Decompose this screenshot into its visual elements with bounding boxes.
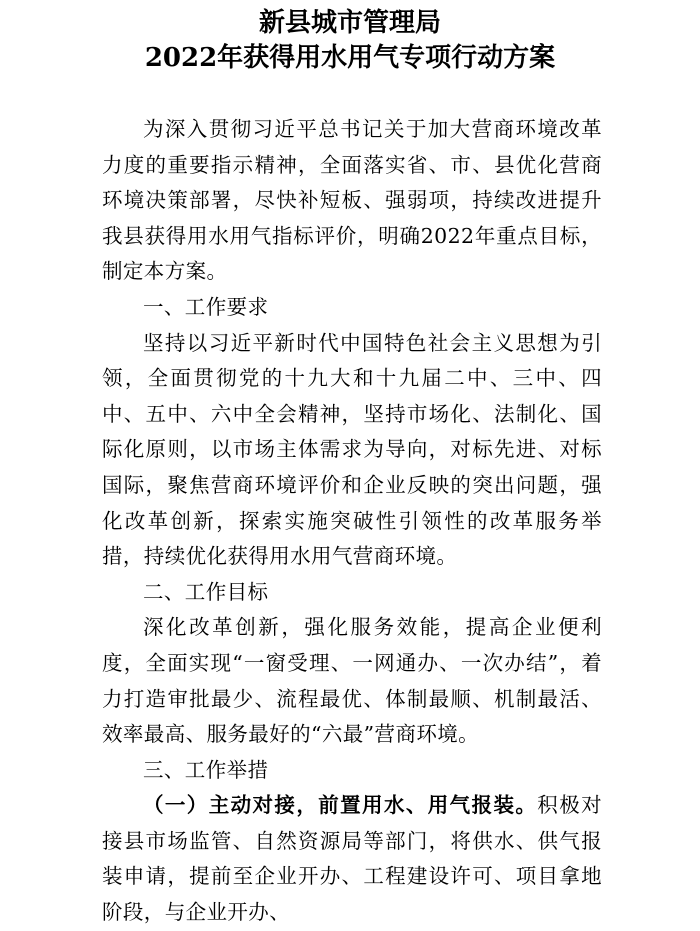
document-title-plan: 2022年获得用水用气专项行动方案: [144, 43, 556, 73]
section-paragraph-requirements: 坚持以习近平新时代中国特色社会主义思想为引领，全面贯彻党的十九大和十九届二中、三中、四中、五中、六中全会精神，坚持市场化、法制化、国际化原则，以市场主体需求为导向，对标先进、对标国际，聚焦营商环境评价和企业反映的突出问题，强化改革创新，探索实施突破性引领性的改革服务举措，持续优化获得用水用气营商环境。: [102, 330, 602, 569]
measure-subheading: （一）主动对接，前置用水、用气报装。: [143, 793, 538, 818]
section-paragraph-measures: [102, 788, 602, 930]
document-title-org: 新县城市管理局: [258, 8, 441, 38]
document-body: [102, 112, 602, 931]
section-paragraph-goals: 深化改革创新，强化服务效能，提高企业便利度，全面实现“一窗受理、一网通办、一次办结”，着力打造审批最少、流程最优、体制最顺、机制最活、效率最高、服务最好的“六最”营商环境。: [102, 615, 602, 747]
section-heading-requirements: 一、工作要求: [143, 294, 269, 319]
section-heading-measures: 三、工作举措: [143, 757, 269, 782]
intro-paragraph: 为深入贯彻习近平总书记关于加大营商环境改革力度的重要指示精神，全面落实省、市、县优化营商环境决策部署，尽快补短板、强弱项，持续改进提升我县获得用水用气指标评价，明确2022年重点目标，制定本方案。: [102, 117, 602, 284]
section-heading-goals: 二、工作目标: [143, 579, 269, 604]
measure-text: 积极对接县市场监管、自然资源局等部门，将供水、供气报装申请，提前至企业开办、工程建设许可、项目拿地阶段，与企业开办、: [102, 793, 603, 925]
